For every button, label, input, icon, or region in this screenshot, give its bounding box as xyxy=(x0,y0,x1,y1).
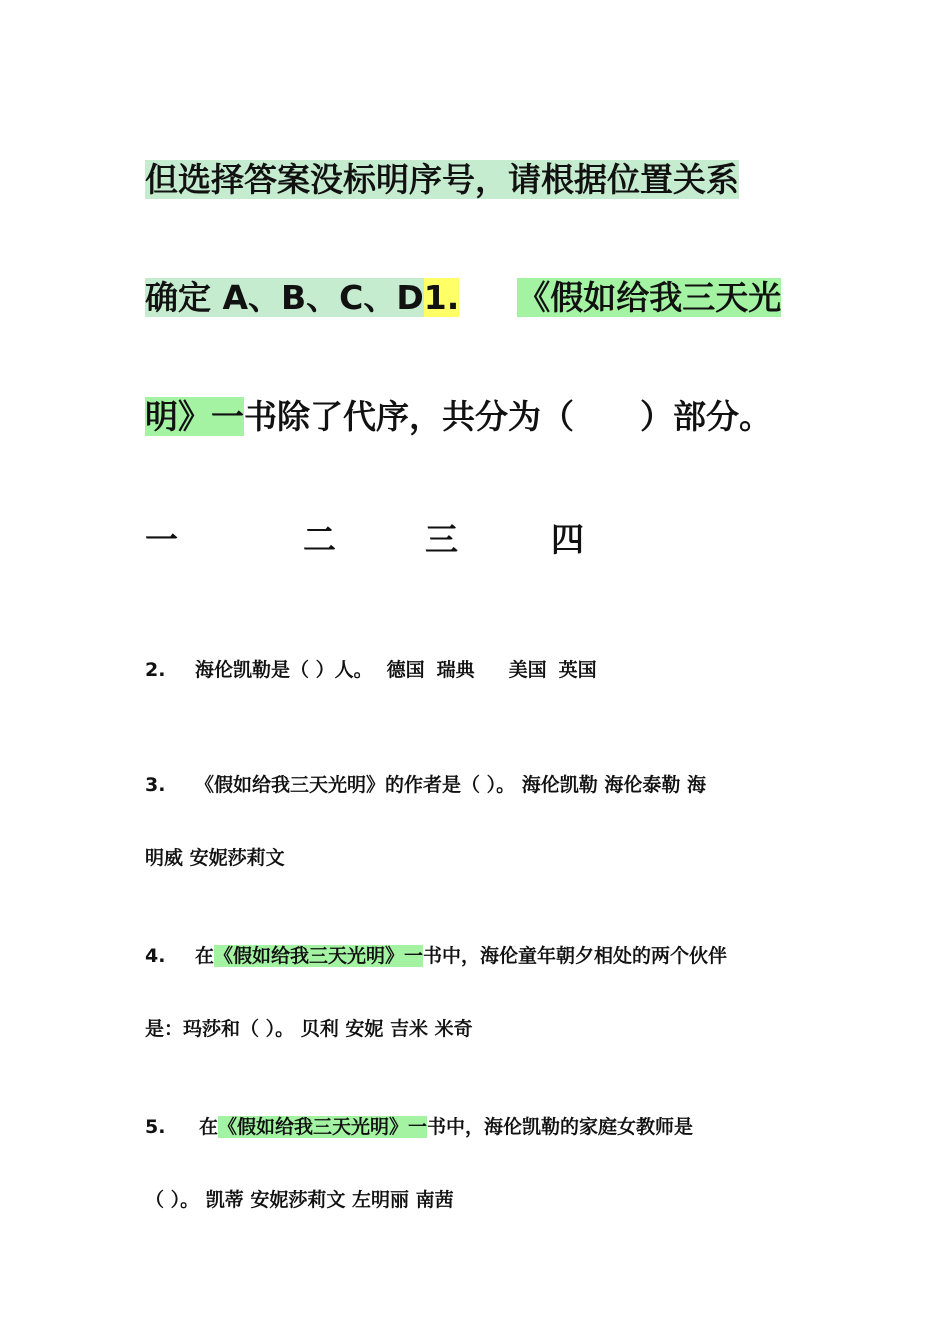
intro-text-1: 但选择答案没标明序号，请根据位置关系 xyxy=(145,160,739,199)
question-1-text: 书除了代序，共分为（ ）部分。 xyxy=(244,397,772,436)
question-4-number: 4. xyxy=(145,945,166,967)
question-3-text: 《假如给我三天光明》的作者是（ ）。 海伦凯勒 海伦泰勒 海 xyxy=(195,774,706,796)
question-1-option-b: 二 xyxy=(303,520,336,559)
question-4-pre: 在 xyxy=(195,945,215,967)
question-5-pre: 在 xyxy=(199,1116,219,1138)
question-2-option-a: 德国 xyxy=(386,659,425,681)
question-2-option-c: 美国 xyxy=(508,659,547,681)
question-4-options: 是：玛莎和（ ）。 贝利 安妮 吉米 米奇 xyxy=(145,1018,473,1040)
question-5-book-title: 《假如给我三天光明》一 xyxy=(218,1116,428,1138)
question-1-option-c: 三 xyxy=(425,520,458,559)
question-5-options: （ ）。 凯蒂 安妮莎莉文 左明丽 南茜 xyxy=(145,1189,454,1211)
question-2-option-d: 英国 xyxy=(558,659,597,681)
question-4-line-1 xyxy=(145,942,810,970)
question-2-option-b: 瑞典 xyxy=(436,659,475,681)
question-5-number: 5. xyxy=(145,1116,166,1138)
question-1-number: 1. xyxy=(423,278,460,317)
question-3-line-2 xyxy=(145,844,810,872)
intro-text-2: 确定 A、B、C、D xyxy=(145,278,424,317)
question-2-text: 海伦凯勒是（ ）人。 xyxy=(195,659,373,681)
question-4-text: 书中，海伦童年朝夕相处的两个伙伴 xyxy=(423,945,728,967)
question-5-line-2 xyxy=(145,1186,810,1214)
question-3-line-1 xyxy=(145,771,810,799)
question-1-book-title-start: 《假如给我三天光 xyxy=(517,278,782,317)
question-3-number: 3. xyxy=(145,774,166,796)
intro-line-1 xyxy=(145,158,810,202)
question-1-option-a: 一 xyxy=(145,520,178,559)
question-1-option-d: 四 xyxy=(551,520,584,559)
question-2 xyxy=(145,656,810,684)
question-5-line-1 xyxy=(145,1113,810,1141)
question-1-line-2 xyxy=(145,395,810,439)
intro-line-2 xyxy=(145,276,810,320)
question-4-line-2 xyxy=(145,1015,810,1043)
question-4-book-title: 《假如给我三天光明》一 xyxy=(214,945,424,967)
question-1-book-title-end: 明》一 xyxy=(145,397,244,436)
question-1-options xyxy=(145,518,810,562)
question-5-text: 书中，海伦凯勒的家庭女教师是 xyxy=(427,1116,694,1138)
question-3-options: 明威 安妮莎莉文 xyxy=(145,847,285,869)
question-2-number: 2. xyxy=(145,659,166,681)
